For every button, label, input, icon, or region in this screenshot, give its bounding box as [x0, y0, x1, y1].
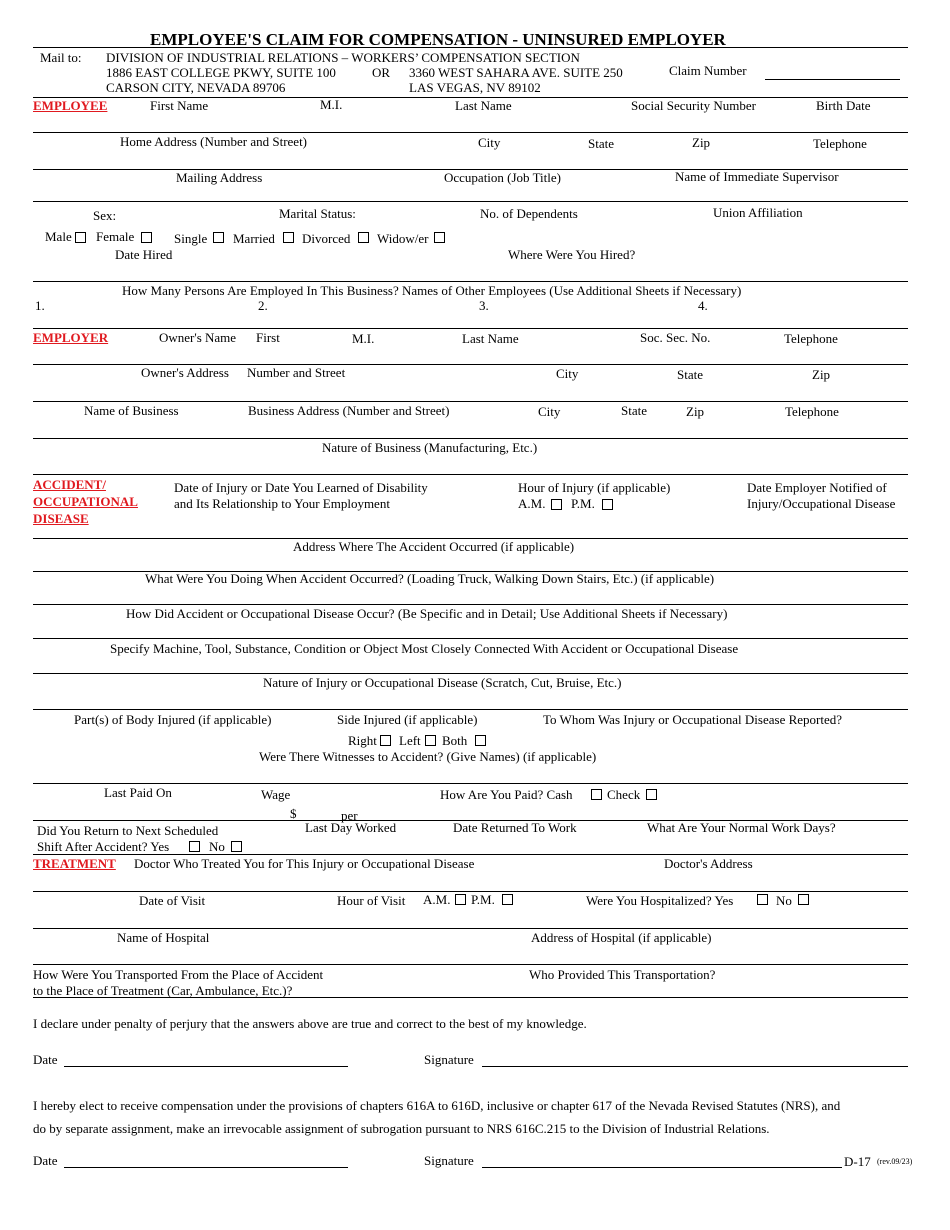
transported-label-2: to the Place of Treatment (Car, Ambulance, Etc.)?: [33, 983, 293, 998]
owners-name-label: Owner's Name: [159, 330, 237, 345]
last-day-label: Last Day Worked: [305, 820, 397, 835]
side-injured-label: Side Injured (if applicable): [337, 712, 478, 727]
hospital-name-label: Name of Hospital: [117, 930, 210, 945]
employer-section-label: EMPLOYER: [33, 330, 109, 345]
employee-row-1-field[interactable]: [33, 97, 908, 98]
last-paid-label: Last Paid On: [104, 785, 172, 800]
hour-injury-label: Hour of Injury (if applicable): [518, 480, 671, 495]
doctor-label: Doctor Who Treated You for This Injury or Occupational Disease: [134, 856, 475, 871]
employee-name-2-label: 2.: [258, 298, 268, 313]
female-label: Female: [96, 229, 135, 244]
employer-row-2-field[interactable]: [33, 401, 908, 402]
right-label: Right: [348, 733, 377, 748]
telephone-label: Telephone: [813, 136, 867, 151]
hospitalized-label: Were You Hospitalized? Yes: [586, 893, 734, 908]
business-zip-label: Zip: [686, 404, 705, 419]
form-revision: (rev.09/23): [877, 1157, 913, 1166]
form-title: EMPLOYEE'S CLAIM FOR COMPENSATION - UNINSURED EMPLOYER: [150, 30, 726, 49]
mail-to-label: Mail to:: [40, 50, 82, 65]
carson-city: CARSON CITY, NEVADA 89706: [106, 80, 286, 95]
date-returned-label: Date Returned To Work: [453, 820, 577, 835]
nature-business-label: Nature of Business (Manufacturing, Etc.): [322, 440, 538, 455]
single-checkbox[interactable]: [213, 232, 224, 243]
owner-last-name-label: Last Name: [462, 331, 519, 346]
employer-row-3-field[interactable]: [33, 438, 908, 439]
dollar-label: $: [290, 806, 297, 821]
treatment-row-2-field[interactable]: [33, 928, 908, 929]
owner-street-label: Number and Street: [247, 365, 346, 380]
election-date-field[interactable]: [64, 1167, 348, 1168]
return-no-label: No: [209, 839, 225, 854]
union-label: Union Affiliation: [713, 205, 803, 220]
declaration-date-label: Date: [33, 1052, 58, 1067]
treatment-top-rule: [33, 854, 908, 855]
election-date-label: Date: [33, 1153, 58, 1168]
visit-pm-label: P.M.: [471, 892, 495, 907]
married-checkbox[interactable]: [283, 232, 294, 243]
date-notified-label-1: Date Employer Notified of: [747, 480, 887, 495]
work-days-label: What Are Your Normal Work Days?: [647, 820, 836, 835]
accident-row-5-field[interactable]: [33, 673, 908, 674]
accident-top-rule: [33, 474, 908, 475]
persons-employed-label: How Many Persons Are Employed In This Business? Names of Other Employees (Use Additional Sheets if Necessary): [122, 283, 742, 298]
return-yes-checkbox[interactable]: [189, 841, 200, 852]
injury-pm-label: P.M.: [571, 496, 595, 511]
employer-top-rule: [33, 328, 908, 329]
first-name-label: First Name: [150, 98, 209, 113]
las-vegas-city: LAS VEGAS, NV 89102: [409, 80, 541, 95]
both-label: Both: [442, 733, 468, 748]
accident-row-3-field[interactable]: [33, 604, 908, 605]
both-checkbox[interactable]: [475, 735, 486, 746]
female-checkbox[interactable]: [141, 232, 152, 243]
machine-label: Specify Machine, Tool, Substance, Condition or Object Most Closely Connected With Accident or Occupational Disease: [110, 641, 739, 656]
sex-label: Sex:: [93, 208, 117, 223]
employee-name-3-label: 3.: [479, 298, 489, 313]
injury-am-checkbox[interactable]: [551, 499, 562, 510]
hospitalized-no-label: No: [776, 893, 792, 908]
owner-zip-label: Zip: [812, 367, 831, 382]
date-hired-label: Date Hired: [115, 247, 173, 262]
visit-pm-checkbox[interactable]: [502, 894, 513, 905]
divorced-label: Divorced: [302, 231, 351, 246]
business-address-label: Business Address (Number and Street): [248, 403, 450, 418]
declaration-signature-label: Signature: [424, 1052, 474, 1067]
doctor-address-label: Doctor's Address: [664, 856, 753, 871]
owner-soc-sec-label: Soc. Sec. No.: [640, 330, 711, 345]
election-signature-field[interactable]: [482, 1167, 842, 1168]
widow-checkbox[interactable]: [434, 232, 445, 243]
owner-telephone-label: Telephone: [784, 331, 838, 346]
accident-section-label-3: DISEASE: [33, 511, 89, 526]
owner-city-label: City: [556, 366, 579, 381]
zip-label: Zip: [692, 135, 711, 150]
reported-to-label: To Whom Was Injury or Occupational Disease Reported?: [543, 712, 843, 727]
wage-label: Wage: [261, 787, 291, 802]
employee-row-2-field[interactable]: [33, 132, 908, 133]
claim-number-label: Claim Number: [669, 63, 747, 78]
injury-am-label: A.M.: [518, 496, 546, 511]
date-notified-label-2: Injury/Occupational Disease: [747, 496, 896, 511]
hospitalized-yes-checkbox[interactable]: [757, 894, 768, 905]
left-label: Left: [399, 733, 421, 748]
owner-mi-label: M.I.: [352, 331, 375, 346]
return-shift-label-2: Shift After Accident? Yes: [37, 839, 170, 854]
city-label: City: [478, 135, 501, 150]
treatment-section-label: TREATMENT: [33, 856, 116, 871]
accident-section-label-1: ACCIDENT/: [33, 477, 106, 492]
owners-address-label: Owner's Address: [141, 365, 229, 380]
or-label: OR: [372, 65, 391, 80]
male-checkbox[interactable]: [75, 232, 86, 243]
declaration-date-field[interactable]: [64, 1066, 348, 1067]
election-text-line-1: I hereby elect to receive compensation under the provisions of chapters 616A to 616D, inclusive or chapter 617 of the Nevada Revised Statutes (NRS), and: [33, 1098, 841, 1113]
provided-by-label: Who Provided This Transportation?: [529, 967, 716, 982]
occupation-label: Occupation (Job Title): [444, 170, 561, 185]
supervisor-label: Name of Immediate Supervisor: [675, 169, 839, 184]
left-checkbox[interactable]: [425, 735, 436, 746]
marital-status-label: Marital Status:: [279, 206, 356, 221]
accident-row-6-field[interactable]: [33, 709, 908, 710]
witnesses-label: Were There Witnesses to Accident? (Give Names) (if applicable): [259, 749, 597, 764]
owner-state-label: State: [677, 367, 703, 382]
declaration-text: I declare under penalty of perjury that the answers above are true and correct to the best of my knowledge.: [33, 1016, 587, 1031]
business-state-label: State: [621, 403, 647, 418]
nature-injury-label: Nature of Injury or Occupational Disease (Scratch, Cut, Bruise, Etc.): [263, 675, 622, 690]
married-label: Married: [233, 231, 275, 246]
treatment-row-3-field[interactable]: [33, 964, 908, 965]
check-label: Check: [607, 787, 641, 802]
employee-row-6-field[interactable]: [33, 281, 908, 282]
birth-date-label: Birth Date: [816, 98, 871, 113]
last-name-label: Last Name: [455, 98, 512, 113]
employee-name-4-label: 4.: [698, 298, 708, 313]
date-injury-label-1: Date of Injury or Date You Learned of Disability: [174, 480, 428, 495]
cash-checkbox[interactable]: [591, 789, 602, 800]
mailing-address-label: Mailing Address: [176, 170, 263, 185]
right-checkbox[interactable]: [380, 735, 391, 746]
injury-pm-checkbox[interactable]: [602, 499, 613, 510]
carson-address: 1886 EAST COLLEGE PKWY, SUITE 100: [106, 65, 336, 80]
how-occurred-label: How Did Accident or Occupational Disease Occur? (Be Specific and in Detail; Use Additional Sheets if Necessary): [126, 606, 728, 621]
hospitalized-no-checkbox[interactable]: [798, 894, 809, 905]
declaration-signature-field[interactable]: [482, 1066, 908, 1067]
address-accident-label: Address Where The Accident Occurred (if applicable): [293, 539, 575, 554]
how-paid-label: How Are You Paid? Cash: [440, 787, 573, 802]
return-shift-label-1: Did You Return to Next Scheduled: [37, 823, 219, 838]
treatment-bottom-rule: [33, 997, 908, 998]
employee-name-1-label: 1.: [35, 298, 45, 313]
title-rule: [33, 47, 908, 48]
accident-row-7-field[interactable]: [33, 783, 908, 784]
check-checkbox[interactable]: [646, 789, 657, 800]
election-text-line-2: do by separate assignment, make an irrevocable assignment of subrogation pursuant to NRS 616C.215 to the Division of Industrial Relations.: [33, 1121, 770, 1136]
ssn-label: Social Security Number: [631, 98, 756, 113]
date-injury-label-2: and Its Relationship to Your Employment: [174, 496, 390, 511]
employee-section-label: EMPLOYEE: [33, 98, 108, 113]
employee-row-4-field[interactable]: [33, 201, 908, 202]
division-name: DIVISION OF INDUSTRIAL RELATIONS – WORKERS’ COMPENSATION SECTION: [106, 50, 580, 65]
mi-label: M.I.: [320, 97, 343, 112]
claim-number-field[interactable]: [765, 79, 900, 80]
business-city-label: City: [538, 404, 561, 419]
accident-row-4-field[interactable]: [33, 638, 908, 639]
visit-am-checkbox[interactable]: [455, 894, 466, 905]
doing-label: What Were You Doing When Accident Occurred? (Loading Truck, Walking Down Stairs, Etc.) (if applicable): [145, 571, 715, 586]
per-label: per: [341, 808, 358, 823]
divorced-checkbox[interactable]: [358, 232, 369, 243]
return-no-checkbox[interactable]: [231, 841, 242, 852]
dependents-label: No. of Dependents: [480, 206, 578, 221]
body-parts-label: Part(s) of Body Injured (if applicable): [74, 712, 272, 727]
las-vegas-address: 3360 WEST SAHARA AVE. SUITE 250: [409, 65, 623, 80]
form-id: D-17: [844, 1154, 871, 1169]
where-hired-label: Where Were You Hired?: [508, 247, 636, 262]
visit-am-label: A.M.: [423, 892, 451, 907]
widow-label: Widow/er: [377, 231, 429, 246]
home-address-label: Home Address (Number and Street): [120, 134, 308, 149]
business-telephone-label: Telephone: [785, 404, 839, 419]
state-label: State: [588, 136, 614, 151]
single-label: Single: [174, 231, 208, 246]
hospital-address-label: Address of Hospital (if applicable): [531, 930, 712, 945]
date-visit-label: Date of Visit: [139, 893, 206, 908]
hour-visit-label: Hour of Visit: [337, 893, 406, 908]
owner-first-label: First: [256, 330, 280, 345]
accident-section-label-2: OCCUPATIONAL: [33, 494, 138, 509]
male-label: Male: [45, 229, 72, 244]
transported-label-1: How Were You Transported From the Place of Accident: [33, 967, 324, 982]
business-name-label: Name of Business: [84, 403, 179, 418]
election-signature-label: Signature: [424, 1153, 474, 1168]
